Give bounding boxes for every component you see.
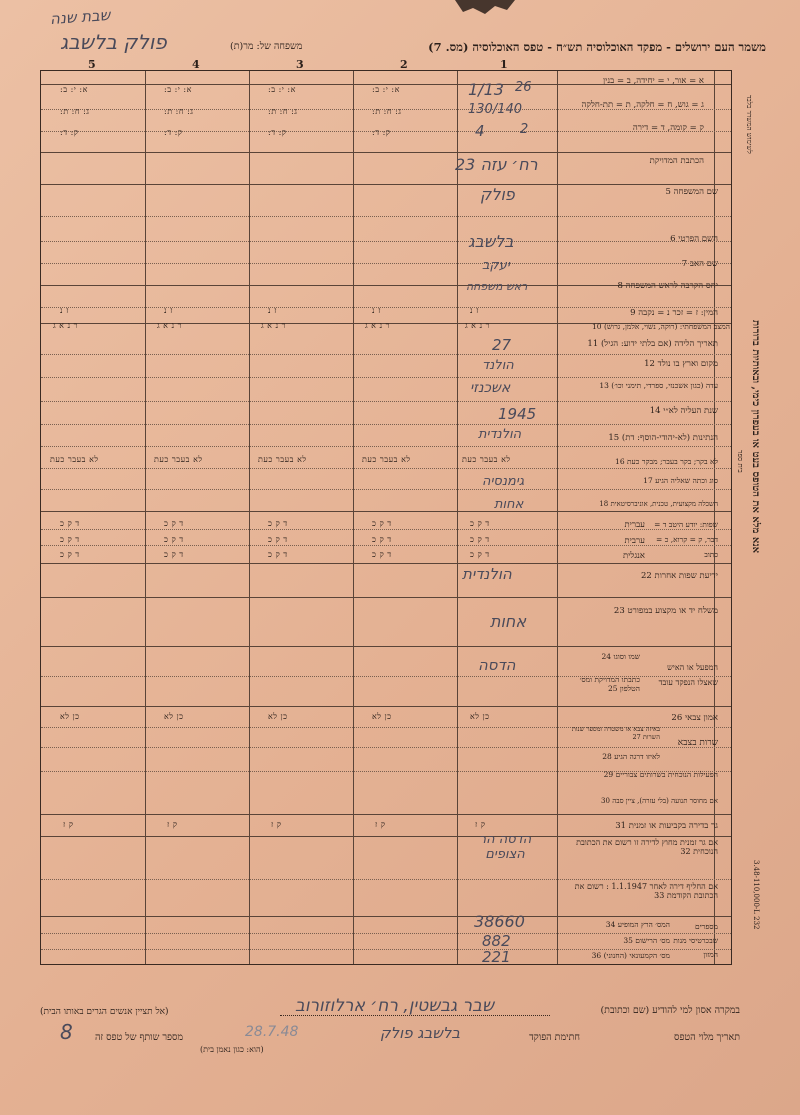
hw-employer: הדסה (478, 656, 516, 674)
opts-school-col1: לא בעבר כעת (462, 455, 511, 464)
army-group-label: שרות בצבא (677, 738, 718, 748)
signature-label: חתימת הפוקד (529, 1032, 580, 1043)
opts-sex-col4: ז נ (164, 306, 173, 315)
left-margin-instructions: אנא מלא את הטופס בעט או בעפרון כימי, ובאותיות ברורות (750, 320, 761, 554)
hw-education: אחות (494, 497, 524, 512)
hw-other-languages: הולנדית (462, 565, 512, 583)
opts-arabic-col3: ד ק כ (268, 535, 288, 544)
num-27: 27 (632, 733, 641, 741)
opts-arabic-col2: ד ק כ (372, 535, 392, 544)
num-8: 8 (617, 281, 623, 291)
num-16: 16 (615, 457, 625, 466)
opts-marital-col5: ר נ א ג (53, 321, 79, 330)
addr-opts-row1-col2: א: י: ב: (372, 85, 400, 94)
hw-citizenship: הולנדית (478, 427, 522, 442)
addr-opts-row1-col5: א: י: ב: (60, 85, 88, 94)
label-rank: לאיזו דרגה הגיע (614, 752, 660, 761)
opts-military-col4: כן לא (164, 712, 184, 721)
date-handwritten: 28.7.48 (245, 1024, 299, 1040)
addr-opts-row3-col2: ק: ד: (372, 128, 391, 137)
label-class: סוג וכתה שאליה הגיע (655, 476, 718, 485)
num-10: 10 (592, 322, 602, 331)
addr-row2-label: ג = גוש, ח = חלקה, ת = תת-חלקה (581, 100, 704, 110)
office-use-label: לשימוש המשרד בלבד (745, 95, 753, 154)
label-grocer-number: מס׳ הקמעונאי (החנוני) (603, 951, 670, 960)
label-other-languages: ידיעת שפות אחרות (654, 571, 718, 581)
addr-opts-row2-col5: ג: ח: ת: (60, 107, 90, 116)
opts-sex-col5: ז נ (60, 306, 69, 315)
opts-military-col1: כן לא (470, 712, 490, 721)
opts-arabic-col4: ד ק כ (164, 535, 184, 544)
hw-addr-row3: 4 (475, 122, 485, 140)
addr-opts-row2-col4: ג: ח: ת: (164, 107, 194, 116)
opts-marital-col1: ר נ א ג (465, 321, 491, 330)
opts-residence-col3: ק ז (271, 820, 282, 829)
hw-relation: ראש משפחה (466, 280, 528, 293)
opts-residence-col2: ק ז (375, 820, 386, 829)
opts-marital-col3: ר נ א ג (261, 321, 287, 330)
label-military-training: אמון צבאי (684, 713, 718, 723)
num-23: 23 (613, 606, 625, 616)
date-label: תאריך מלוי הטפס (674, 1032, 740, 1043)
opts-school-col3: לא בעבר כעת (258, 455, 307, 464)
opts-hebrew-col1: ד ק כ (470, 519, 490, 528)
hw-father-name: יעקב (482, 258, 510, 273)
addr-row4-label: הכתבת המדויקת (649, 156, 704, 166)
opts-hebrew-col5: ד ק כ (60, 519, 80, 528)
num-24: 24 (601, 652, 612, 661)
label-marital: המצב המשפחתי: (רוקה, נשוי, אלמן, גרוש) (603, 322, 730, 331)
label-registration-number: מס׳ הרישום (635, 936, 670, 945)
num-14: 14 (649, 406, 661, 416)
label-immigration-year: שנת העליה לא״י (663, 406, 718, 416)
num-7: 7 (681, 259, 688, 269)
opts-military-col2: כן לא (372, 712, 392, 721)
label-birthdate: תאריך הלידה (אם בלתי ידוע: הגיל) (600, 339, 718, 349)
hw-occupation: אחות (490, 612, 527, 631)
label-citizenship: הנתינות (לא-יהודי-הוסף: דת) (621, 433, 718, 443)
family-name-handwritten: פולק בלשבג (60, 30, 167, 54)
opts-english-col2: ד ק כ (372, 550, 392, 559)
label-prev-address: אם החליף דירה לאחר 1.1.1947 : רשום את הכתובת הקודמת (574, 882, 718, 900)
hw-family-name: פולק (480, 185, 515, 204)
hw-floor: 2 (520, 122, 529, 137)
num-13: 13 (599, 381, 609, 390)
opts-arabic-col1: ד ק כ (470, 535, 490, 544)
hw-immigration-year: 1945 (498, 405, 537, 423)
opts-marital-col2: ר נ א ג (365, 321, 391, 330)
opts-arabic-col5: ד ק כ (60, 535, 80, 544)
joint-number-label: מספר שותף של טפס זה (95, 1032, 184, 1043)
num-15: 15 (608, 433, 620, 443)
num-30: 30 (601, 797, 610, 805)
num-9: 9 (630, 308, 636, 318)
emergency-note: (אל תציין אנשים הגרים באותו הבית) (40, 1007, 169, 1017)
num-6: 6 (670, 234, 676, 244)
label-employer-name: שמו וסוגו (613, 652, 640, 661)
num-32: 32 (680, 847, 691, 856)
hw-addr-row1: 1/13 (468, 80, 504, 99)
num-18: 18 (599, 500, 609, 508)
hw-building: 26 (515, 80, 532, 95)
col-number-5: 5 (88, 58, 96, 71)
label-army-service: באיזה צבא או משטרה ומספר שנות השרות (571, 725, 660, 741)
hw-class: גימנסיה (482, 474, 525, 489)
addr-opts-row3-col4: ק: ד: (164, 128, 183, 137)
opts-hebrew-col2: ד ק כ (372, 519, 392, 528)
addr-opts-row2-col2: ג: ח: ת: (372, 107, 402, 116)
addr-opts-row3-col3: ק: ד: (268, 128, 287, 137)
addr-opts-row1-col4: א: י: ב: (164, 85, 192, 94)
opts-english-col1: ד ק כ (470, 550, 490, 559)
torn-edge-mark (455, 0, 515, 18)
employer-group-label: המפעל או האיש שאצלו הנפקד עובד (658, 663, 718, 687)
hw-registration-number: 882 (482, 932, 511, 950)
label-birthplace: מקום וארץ בו נולד (657, 359, 718, 369)
num-33: 33 (654, 891, 665, 900)
label-running-number: המס׳ הרץ המופיע (617, 920, 670, 929)
opts-military-col5: כן לא (60, 712, 80, 721)
emergency-handwritten: שבר גבשטין, רח׳ ארלוזורוב (295, 996, 495, 1016)
label-public-service: הפעילות הנוכחית בשרותים צבוריים (615, 770, 718, 779)
label-residence-type: גר בדירה בקביעות או זמנית (628, 821, 718, 831)
num-26: 26 (671, 713, 683, 723)
ration-group-label: מספרים שבכרטיסי מנות המזון (673, 922, 718, 959)
label-hebrew: עברית (624, 520, 645, 530)
label-ethnic: עדה (כגון אשכנזי, ספרדי, תימני וכו׳) (611, 381, 718, 390)
col-number-1: 1 (500, 58, 508, 71)
label-immobile: אם מחוסר תנועה (בלי עזרה), ציין סבה (612, 797, 718, 805)
hw-ethnic: אשכנזי (470, 380, 511, 396)
opts-school-col5: לא בעבר כעת (50, 455, 99, 464)
opts-residence-col5: ק ז (63, 820, 74, 829)
label-relation: יחס הקרבה לראש המשפחה (625, 281, 718, 291)
label-temp-address: אם גר זמנית מחוץ לדירה זו רשום את הכתובת הנוכחית (576, 838, 718, 856)
languages-group-label: שפות: יודע היטב ד = דבר, ק = קרוא, כ = כתוב (654, 520, 718, 559)
col-number-2: 2 (400, 58, 408, 71)
hw-birthdate: 27 (492, 336, 512, 354)
opts-sex-col2: ז נ (372, 306, 381, 315)
opts-english-col4: ד ק כ (164, 550, 184, 559)
opts-sex-col3: ז נ (268, 306, 277, 315)
label-occupation: משלח יד או מקצוע במפורט (627, 606, 718, 616)
addr-row3-label: ק = קומה, ד = דירה (632, 123, 704, 133)
num-35: 35 (623, 936, 633, 945)
num-28: 28 (602, 752, 612, 761)
opts-residence-col1: ק ז (475, 820, 486, 829)
form-title: משמר העם ירושלים - מפקד האוכלוסיה תש״ח - טפס האוכלוסיה (מס. 7) (428, 40, 766, 54)
hw-grocer-number: 221 (482, 948, 511, 966)
addr-opts-row3-col5: ק: ד: (60, 128, 79, 137)
label-first-name: השם הפרטי (678, 234, 718, 244)
label-family-name: שם המשפחה (673, 187, 718, 197)
num-11: 11 (587, 339, 599, 349)
opts-hebrew-col3: ד ק כ (268, 519, 288, 528)
hw-addr-row2: 130/140 (468, 102, 523, 117)
hw-running-number: 38660 (474, 912, 525, 931)
num-29: 29 (603, 770, 614, 779)
opts-sex-col1: ז נ (470, 306, 479, 315)
opts-school-col2: לא בעבר כעת (362, 455, 411, 464)
opts-marital-col4: ר נ א ג (157, 321, 183, 330)
corner-note: שבת שנה (49, 5, 111, 29)
label-employer-address: כתבתו המדויקת ומס׳ הטלפון (579, 675, 640, 693)
opts-residence-col4: ק ז (167, 820, 178, 829)
opts-english-col3: ד ק כ (268, 550, 288, 559)
label-arabic: ערבית (624, 536, 645, 546)
signature-handwritten: בלשבג פולק (380, 1024, 461, 1042)
schooling-side-label: בית ספר (736, 450, 744, 473)
label-school: לא בקר; בקר בעבר; מבקר כעת (626, 457, 718, 466)
opts-english-col5: ד ק כ (60, 550, 80, 559)
label-education: השכלה מקצועית, טכנית, אוניברסיטאית (610, 500, 718, 508)
opts-military-col3: כן לא (268, 712, 288, 721)
hw-temp-address: הדסה הר הצופים (478, 832, 532, 862)
family-label: משפחה של: מר(ת) (230, 41, 303, 52)
hw-first-name: בלשבג (468, 232, 514, 251)
addr-opts-row2-col3: ג: ח: ת: (268, 107, 298, 116)
num-17: 17 (643, 476, 653, 485)
num-31: 31 (615, 821, 627, 831)
num-22: 22 (641, 571, 652, 581)
num-25: 25 (607, 684, 618, 693)
num-5: 5 (665, 187, 671, 197)
num-36: 36 (591, 951, 602, 960)
col-number-4: 4 (192, 58, 200, 71)
addr-opts-row1-col3: א: י: ב: (268, 85, 296, 94)
num-12: 12 (644, 359, 655, 369)
col-number-3: 3 (296, 58, 304, 71)
label-father-name: שם האב (689, 259, 718, 269)
emergency-label: במקרה אסון למי להודיע (שם וכתובת) (600, 1005, 740, 1016)
addr-row1-label: א = אור, י = יחידה, ב = בנין (603, 76, 704, 86)
num-34: 34 (605, 920, 616, 929)
label-sex: המין: ז = זכר נ = נקבה (638, 308, 718, 318)
opts-hebrew-col4: ד ק כ (164, 519, 184, 528)
label-english: אנגלית (622, 551, 645, 561)
hw-birthplace: הולנד (482, 358, 514, 373)
opts-school-col4: לא בעבר כעת (154, 455, 203, 464)
joint-number-handwritten: 8 (60, 1020, 73, 1044)
print-code: 3.48-110,000-L 232 (752, 860, 760, 930)
head-note: (הוא: כגון נאמן בית) (200, 1045, 264, 1054)
hw-address: רח׳ עזה 23 (455, 155, 538, 174)
